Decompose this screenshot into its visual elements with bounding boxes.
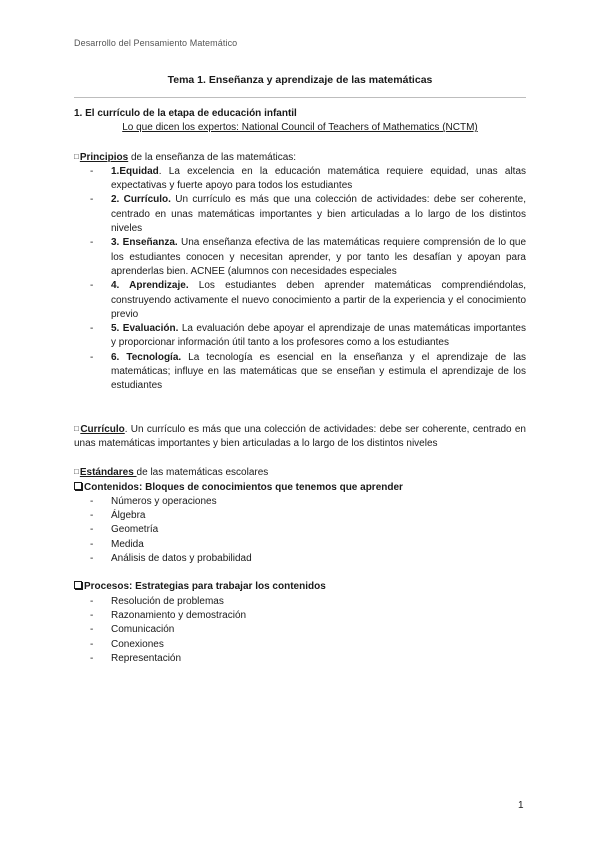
estandares-intro (74, 465, 526, 480)
list-item (74, 279, 526, 322)
contenidos-list (74, 495, 526, 566)
list-item: - Geometría (74, 523, 526, 537)
section-heading: 1. El currículo de la etapa de educación infantil (74, 108, 297, 119)
curriculo-text: . Un currículo es más que una colección de actividades: debe ser coherente, centrado en unas matemáticas importantes y bien articuladas a lo largo de los distintos niveles (74, 423, 526, 449)
item-text: Los estudiantes deben aprender matemáticas comprendiéndolas, construyendo activamente el nuevo conocimiento a partir de la experiencia y el conocimiento previo (111, 280, 526, 320)
list-item: - Conexiones (74, 638, 526, 652)
list-item (74, 351, 526, 394)
estandares-rest: de las matemáticas escolares (136, 467, 269, 479)
list-item (74, 322, 526, 351)
item-text: La evaluación debe apoyar el aprendizaje de unas matemáticas importantes y proporcionar información útil tanto a los profesores como a los estudiantes (111, 323, 526, 349)
item-text: La tecnología es esencial en la enseñanza y el aprendizaje de las matemáticas; influye en las matemáticas que se enseñan y estimula el aprendizaje de los estudiantes (111, 351, 527, 392)
missing-glyph-icon: □ (74, 151, 79, 161)
missing-glyph-icon: □ (74, 423, 80, 433)
missing-glyph-icon: □ (74, 467, 79, 477)
list-item: - Medida (74, 538, 526, 552)
item-lead: 5. Evaluación. (111, 323, 179, 335)
item-lead: 6. Tecnología. (111, 351, 182, 363)
procesos-heading-text: Procesos: Estrategias para trabajar los contenidos (84, 581, 326, 593)
procesos-heading (74, 580, 526, 594)
principios-rest: de la enseñanza de las matemáticas: (128, 151, 297, 163)
principios-label: Principios (79, 151, 129, 163)
list-item: - Álgebra (74, 509, 526, 523)
item-lead: 1.Equidad (111, 165, 159, 177)
list-item: - Análisis de datos y probabilidad (74, 552, 526, 566)
list-item (74, 236, 526, 279)
list-item: - Razonamiento y demostración (74, 609, 526, 623)
item-text: Un currículo es más que una colección de actividades: debe ser coherente, centrado en unas matemáticas importantes y bien articuladas a lo largo de los distintos niveles (111, 194, 526, 235)
section-subtitle: Lo que dicen los expertos: National Council of Teachers of Mathematics (NCTM) (122, 122, 478, 134)
item-lead: 3. Enseñanza. (111, 237, 178, 249)
checkbox-bullet-icon (74, 581, 82, 589)
principios-intro (74, 150, 526, 165)
contenidos-heading-text: Contenidos: Bloques de conocimientos que tenemos que aprender (84, 481, 403, 493)
list-item (74, 193, 526, 236)
page-number: 1 (518, 800, 524, 811)
title-divider (74, 97, 526, 98)
curriculo-paragraph (74, 422, 526, 452)
procesos-list (74, 595, 526, 666)
document-body (74, 107, 526, 666)
estandares-label: Estándares (79, 467, 137, 479)
list-item: - Representación (74, 652, 526, 666)
list-item: - Números y operaciones (74, 495, 526, 509)
contenidos-heading (74, 481, 526, 495)
list-item (74, 165, 526, 194)
item-lead: 2. Currículo. (111, 194, 171, 206)
page-title: Tema 1. Enseñanza y aprendizaje de las matemáticas (167, 74, 433, 86)
item-text: . La excelencia en la educación matemática requiere equidad, unas altas expectativas y fuerte apoyo para todos los estudiantes (111, 165, 526, 192)
item-text: Una enseñanza efectiva de las matemáticas requiere comprensión de lo que los estudiantes conocen y necesitan aprender, y por tanto les desafían y apoyan para aprenderlas bien. ACNEE (alumnos con necesidades especiales (111, 237, 527, 277)
list-item: - Comunicación (74, 623, 526, 637)
list-item: - Resolución de problemas (74, 595, 526, 609)
running-header: Desarrollo del Pensamiento Matemático (74, 38, 238, 48)
principios-list (74, 165, 526, 394)
curriculo-label: Currículo (80, 423, 125, 435)
checkbox-bullet-icon (74, 482, 82, 490)
item-lead: 4. Aprendizaje. (111, 280, 189, 292)
